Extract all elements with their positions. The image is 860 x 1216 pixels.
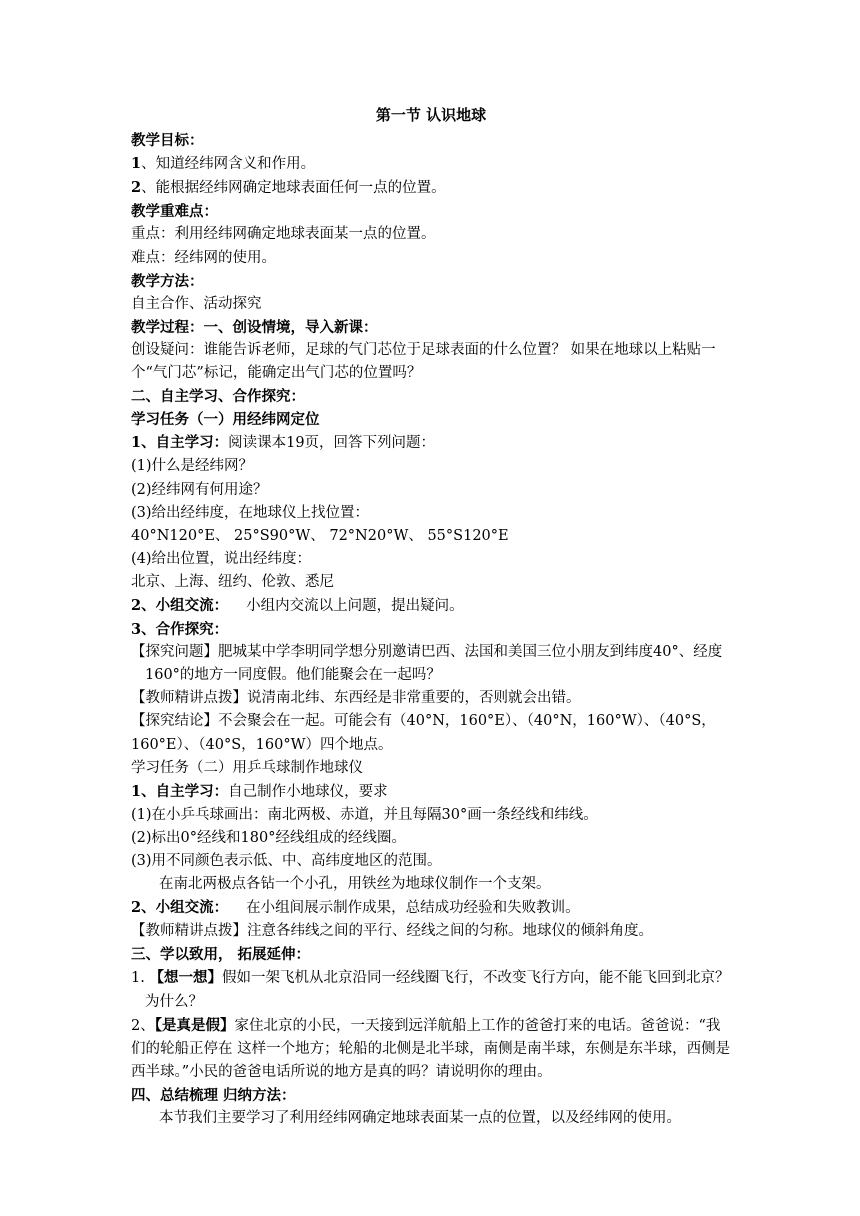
summary-text: 本节我们主要学习了利用经纬网确定地球表面某一点的位置，以及经纬网的使用。 xyxy=(159,1110,681,1127)
section-heading-self-study: 二、自主学习、合作探究： xyxy=(131,388,305,406)
true-or-false-paragraph: 2、【是真是假】家住北京的小民，一天接到远洋航船上工作的爸爸打来的电话。爸爸说：“我们的轮船正停在 这样一个地方；轮船的北侧是北半球，南侧是南半球，东侧是东半球，西侧是西半球。”小民的爸爸电话所说的地方是真的吗？请说明你的理由。 xyxy=(131,1016,731,1080)
section-heading-application: 三、学以致用， 拓展延伸： xyxy=(131,946,311,964)
goal-item-1: 1、知道经纬网含义和作用。 xyxy=(131,155,316,173)
page-title: 第一节 认识地球 xyxy=(375,106,487,124)
question-1: (1)什么是经纬网？ xyxy=(131,458,254,475)
task-two-teacher-note: 【教师精讲点拨】注意各纬线之间的平行、经线之间的匀称。地球仪的倾斜角度。 xyxy=(131,923,653,940)
question-4: (4)给出位置，说出经纬度： xyxy=(131,550,312,567)
task-two-self-study-line: 1、自主学习：自己制作小地球仪，要求 xyxy=(131,782,388,800)
self-study-line: 1、自主学习：阅读课本19页，回答下列问题： xyxy=(131,434,436,452)
goal-item-2: 2、能根据经纬网确定地球表面任何一点的位置。 xyxy=(131,179,446,197)
section-heading-process: 教学过程：一、创设情境，导入新课： xyxy=(131,318,378,336)
coordinates-list: 40°N120°E、 25°S90°W、 72°N20°W、 55°S120°E xyxy=(131,527,509,544)
section-heading-summary: 四、总结梳理 归纳方法： xyxy=(131,1086,296,1104)
section-heading-key-points: 教学重难点： xyxy=(131,203,218,221)
inquiry-conclusion-paragraph: 【探究结论】不会聚会在一起。可能会有（40°N，160°E）、（40°N，160°W）、（40°S，160°E）、（40°S，160°W）四个地点。 xyxy=(131,713,716,753)
key-point-text: 重点：利用经纬网确定地球表面某一点的位置。 xyxy=(131,226,436,243)
task-two-step-1: (1)在小乒乓球画出：南北两极、赤道，并且每隔30°画一条经线和纬线。 xyxy=(131,806,598,823)
teacher-note-line: 【教师精讲点拨】说清南北纬、东西经是非常重要的，否则就会出错。 xyxy=(131,690,581,707)
intro-question-paragraph: 创设疑问：谁能告诉老师，足球的气门芯位于足球表面的什么位置？ 如果在地球以上粘贴一个“气门芯”标记，能确定出气门芯的位置吗？ xyxy=(131,341,716,382)
cooperative-inquiry-heading: 3、合作探究： xyxy=(131,621,229,639)
difficulty-text: 难点：经纬网的使用。 xyxy=(131,249,276,266)
inquiry-problem-paragraph: 【探究问题】肥城某中学李明同学想分别邀请巴西、法国和美国三位小朋友到纬度40°、经度160°的地方一同度假。他们能聚会在一起吗？ xyxy=(131,644,723,684)
methods-text: 自主合作、活动探究 xyxy=(131,295,262,312)
task-two-step-4: 在南北两极点各钻一个小孔，用铁丝为地球仪制作一个支架。 xyxy=(159,876,551,893)
document-page xyxy=(131,104,731,1130)
task-two-heading: 学习任务（二）用乒乓球制作地球仪 xyxy=(131,759,363,776)
think-question-paragraph: 1. 【想一想】假如一架飞机从北京沿同一经线圈飞行，不改变飞行方向，能不能飞回到北京？为什么？ xyxy=(131,969,730,1010)
task-two-group-exchange: 2、小组交流： 在小组间展示制作成果，总结成功经验和失败教训。 xyxy=(131,899,580,917)
section-heading-goals: 教学目标： xyxy=(131,132,204,150)
section-heading-methods: 教学方法： xyxy=(131,272,204,290)
group-exchange-line: 2、小组交流： 小组内交流以上问题，提出疑问。 xyxy=(131,596,464,614)
cities-list: 北京、上海、纽约、伦敦、悉尼 xyxy=(131,573,334,590)
task-two-step-2: (2)标出0°经线和180°经线组成的经线圈。 xyxy=(131,829,406,846)
task-one-heading: 学习任务（一）用经纬网定位 xyxy=(131,411,320,429)
question-3: (3)给出经纬度，在地球仪上找位置： xyxy=(131,504,370,521)
question-2: (2)经纬网有何用途？ xyxy=(131,481,268,498)
task-two-step-3: (3)用不同颜色表示低、中、高纬度地区的范围。 xyxy=(131,853,442,869)
